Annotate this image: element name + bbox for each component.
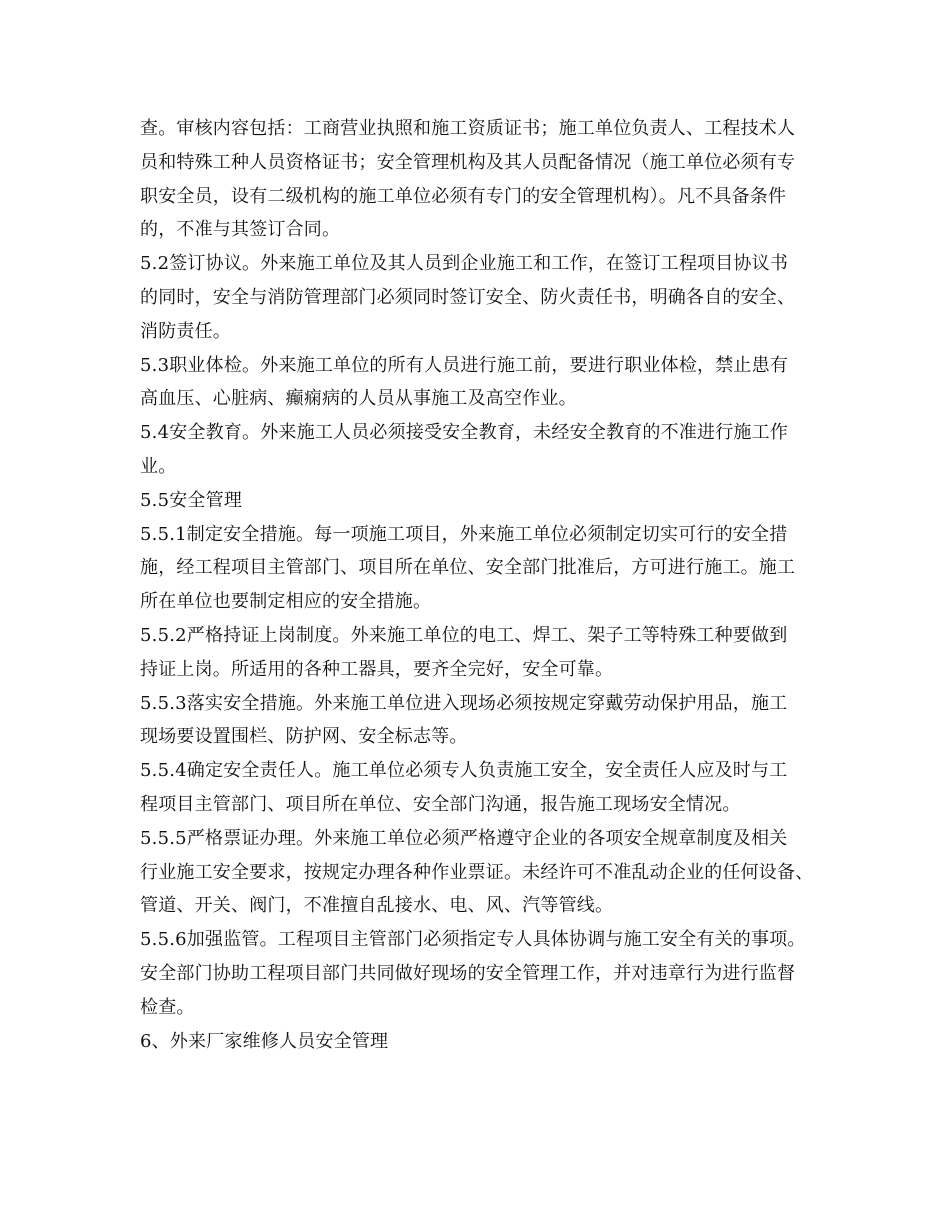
- text-line: 的，不准与其签订合同。: [140, 219, 341, 241]
- text-line: 5.5.2严格持证上岗制度。外来施工单位的电工、焊工、架子工等特殊工种要做到: [140, 624, 788, 646]
- text-line: 5.2签订协议。外来施工单位及其人员到企业施工和工作，在签订工程项目协议书: [140, 253, 789, 275]
- text-line: 的同时，安全与消防管理部门必须同时签订安全、防火责任书，明确各自的安全、: [140, 286, 796, 308]
- text-line: 检查。: [140, 996, 195, 1018]
- text-line: 行业施工安全要求，按规定办理各种作业票证。未经许可不准乱动企业的任何设备、: [140, 861, 814, 883]
- text-line: 员和特殊工种人员资格证书；安全管理机构及其人员配备情况（施工单位必须有专: [140, 151, 796, 173]
- document-body: [140, 112, 812, 1058]
- text-line: 施，经工程项目主管部门、项目所在单位、安全部门批准后，方可进行施工。施工: [140, 557, 796, 579]
- text-line: 查。审核内容包括：工商营业执照和施工资质证书；施工单位负责人、工程技术人: [140, 118, 796, 139]
- text-line: 所在单位也要制定相应的安全措施。: [140, 591, 432, 613]
- text-line: 安全部门协助工程项目部门共同做好现场的安全管理工作，并对违章行为进行监督: [140, 962, 796, 984]
- text-line: 5.5.3落实安全措施。外来施工单位进入现场必须按规定穿戴劳动保护用品，施工: [140, 692, 788, 714]
- text-line: 业。: [140, 455, 177, 477]
- text-line: 5.5.1制定安全措施。每一项施工项目，外来施工单位必须制定切实可行的安全措: [140, 523, 788, 545]
- section-heading: 6、外来厂家维修人员安全管理: [140, 1030, 389, 1052]
- text-line: 5.3职业体检。外来施工单位的所有人员进行施工前，要进行职业体检，禁止患有: [140, 354, 789, 376]
- text-line: 持证上岗。所适用的各种工器具，要齐全完好，安全可靠。: [140, 658, 614, 680]
- text-line: 5.5.6加强监管。工程项目主管部门必须指定专人具体协调与施工安全有关的事项。: [140, 929, 806, 951]
- text-line: 5.4安全教育。外来施工人员必须接受安全教育，未经安全教育的不准进行施工作: [140, 422, 789, 444]
- text-line: 现场要设置围栏、防护网、安全标志等。: [140, 726, 468, 748]
- text-line: 高血压、心脏病、癫痫病的人员从事施工及高空作业。: [140, 388, 577, 410]
- text-line: 职安全员，设有二级机构的施工单位必须有专门的安全管理机构）。凡不具备条件: [140, 185, 787, 207]
- section-heading: 5.5安全管理: [140, 489, 243, 511]
- text-line: 消防责任。: [140, 320, 231, 342]
- text-line: 管道、开关、阀门，不准擅自乱接水、电、风、汽等管线。: [140, 895, 614, 917]
- text-line: 程项目主管部门、项目所在单位、安全部门沟通，报告施工现场安全情况。: [140, 793, 741, 815]
- text-line: 5.5.5严格票证办理。外来施工单位必须严格遵守企业的各项安全规章制度及相关: [140, 827, 788, 849]
- text-line: 5.5.4确定安全责任人。施工单位必须专人负责施工安全，安全责任人应及时与工: [140, 760, 788, 782]
